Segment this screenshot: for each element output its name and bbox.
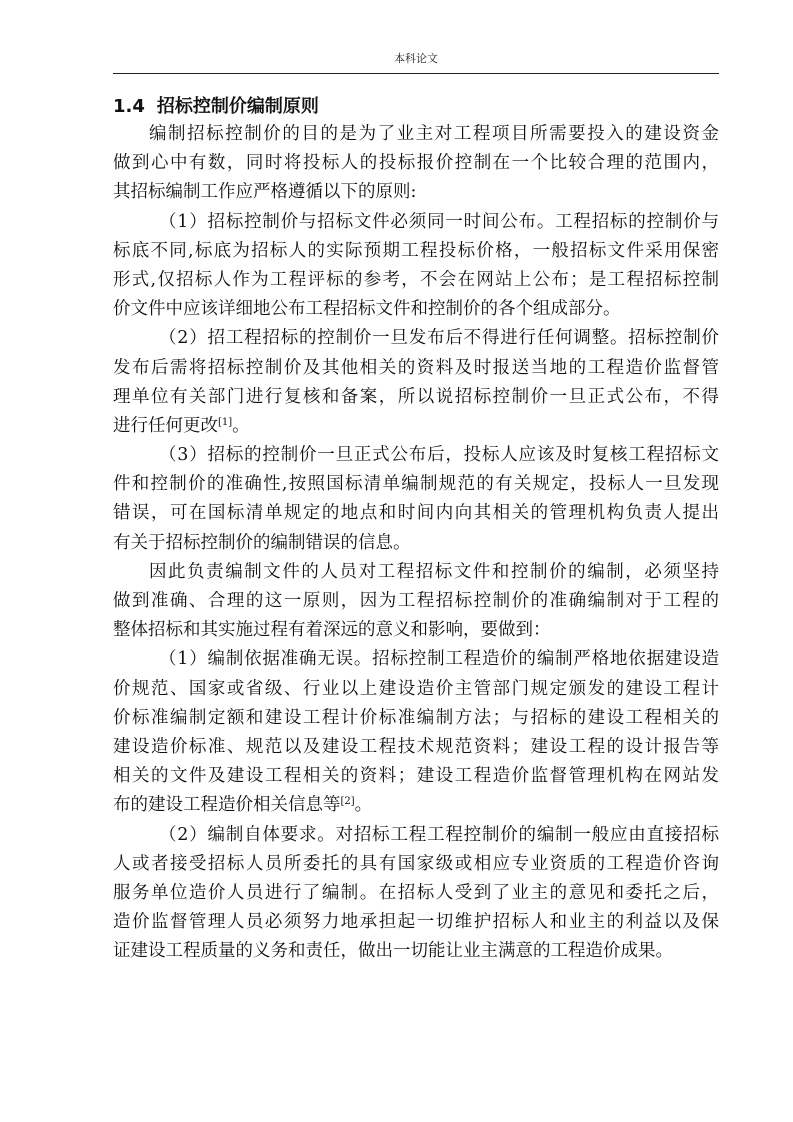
paragraph [113, 324, 719, 441]
line-text: 件和控制价的准确性,按照国标清单编制规范的有关规定，投标人一旦发现 [113, 474, 719, 495]
paragraph-line [113, 354, 719, 383]
line-text: 有关于招标控制价的编制错误的信息。 [113, 532, 411, 553]
header-title: 本科论文 [394, 52, 438, 65]
paragraph-line [113, 616, 719, 645]
paragraph-line [113, 879, 719, 908]
line-tail: 。 [354, 795, 373, 816]
line-text: （2）编制自体要求。对招标工程工程控制价的编制一般应由直接招标 [159, 824, 719, 845]
paragraph-line [113, 587, 719, 616]
line-text: （3）招标的控制价一旦正式公布后，投标人应该及时复核工程招标文 [159, 445, 719, 466]
line-text: 编制招标控制价的目的是为了业主对工程项目所需要投入的建设资金 [149, 124, 719, 144]
paragraph-line [113, 324, 719, 353]
paragraph-line [113, 937, 719, 966]
line-text: 整体招标和其实施过程有着深远的意义和影响，要做到： [113, 620, 551, 641]
paragraph-line [113, 733, 719, 762]
paragraph-line [113, 821, 719, 850]
paragraph [113, 645, 719, 820]
paragraph [113, 821, 719, 967]
paragraph-line [113, 675, 719, 704]
paragraph-line [113, 704, 719, 733]
line-text: 理单位有关部门进行复核和备案，所以说招标控制价一旦正式公布，不得 [113, 386, 719, 407]
line-text: 标底不同,标底为招标人的实际预期工程投标价格，一般招标文件采用保密 [113, 240, 719, 261]
line-text: 错误，可在国标清单规定的地点和时间内向其相关的管理机构负责人提出 [113, 503, 719, 524]
paragraph-line [113, 120, 719, 149]
line-text: 相关的文件及建设工程相关的资料；建设工程造价监督管理机构在网站发 [113, 766, 719, 787]
paragraph-line [113, 383, 719, 412]
paragraph-line [113, 762, 719, 791]
line-text: 其招标编制工作应严格遵循以下的原则: [113, 182, 417, 203]
line-text: （1）编制依据准确无误。招标控制工程造价的编制严格地依据建设造 [159, 649, 719, 670]
section-heading [113, 94, 719, 120]
line-text: 形式,仅招标人作为工程评标的参考，不会在网站上公布；是工程招标控制 [113, 269, 719, 290]
line-text: 证建设工程质量的义务和责任，做出一切能让业主满意的工程造价成果。 [113, 941, 673, 962]
paragraph-line [113, 266, 719, 295]
line-text: 发布后需将招标控制价及其他相关的资料及时报送当地的工程造价监督管 [113, 357, 719, 378]
paragraph-line [113, 529, 719, 558]
paragraph [113, 208, 719, 325]
line-text: 做到准确、合理的这一原则，因为工程招标控制价的准确编制对于工程的 [113, 591, 719, 611]
line-text: 建设造价标准、规范以及建设工程技术规范资料；建设工程的设计报告等 [113, 736, 719, 757]
paragraph-line [113, 149, 719, 178]
paragraph-line [113, 499, 719, 528]
line-tail: 。 [232, 415, 250, 436]
paragraph-line [113, 441, 719, 470]
paragraph-line [113, 908, 719, 937]
paragraph-line [113, 558, 719, 587]
line-text: 因此负责编制文件的人员对工程招标文件和控制价的编制，必须坚持 [149, 561, 719, 582]
line-text: 价文件中应该详细地公布工程招标文件和控制价的各个组成部分。 [113, 299, 621, 320]
paragraph-line [113, 645, 719, 674]
paragraph-line [113, 237, 719, 266]
citation-marker: [2] [340, 796, 355, 808]
section-number: 1.4 [113, 96, 145, 117]
paragraph-line [113, 470, 719, 499]
line-text: （1）招标控制价与招标文件必须同一时间公布。工程招标的控制价与 [159, 211, 719, 232]
paragraph-line [113, 178, 719, 207]
line-text: 做到心中有数，同时将投标人的投标报价控制在一个比较合理的范围内， [113, 153, 719, 174]
header-rule [113, 73, 719, 74]
line-text: 服务单位造价人员进行了编制。在招标人受到了业主的意见和委托之后， [113, 882, 719, 903]
section-title-text: 招标控制价编制原则 [156, 96, 319, 117]
paragraph [113, 441, 719, 558]
line-text: 价标准编制定额和建设工程计价标准编制方法；与招标的建设工程相关的 [113, 707, 719, 728]
line-text: 布的建设工程造价相关信息等 [113, 795, 341, 816]
paragraph-line [113, 295, 719, 324]
line-text: 进行任何更改 [113, 415, 218, 436]
paragraph-line [113, 850, 719, 879]
paragraph [113, 558, 719, 646]
paragraph-line [113, 412, 719, 441]
paragraph-line [113, 791, 719, 820]
line-text: 价规范、国家或省级、行业以上建设造价主管部门规定颁发的建设工程计 [113, 678, 719, 699]
line-text: 人或者接受招标人员所委托的具有国家级或相应专业资质的工程造价咨询 [113, 853, 719, 874]
line-text: 造价监督管理人员必须努力地承担起一切维护招标人和业主的利益以及保 [113, 912, 719, 933]
line-text: （2）招工程招标的控制价一旦发布后不得进行任何调整。招标控制价 [159, 328, 719, 349]
page-header [113, 51, 719, 67]
paragraph-line [113, 208, 719, 237]
body-text [113, 120, 719, 966]
paragraph [113, 120, 719, 208]
citation-marker: [1] [218, 416, 233, 428]
